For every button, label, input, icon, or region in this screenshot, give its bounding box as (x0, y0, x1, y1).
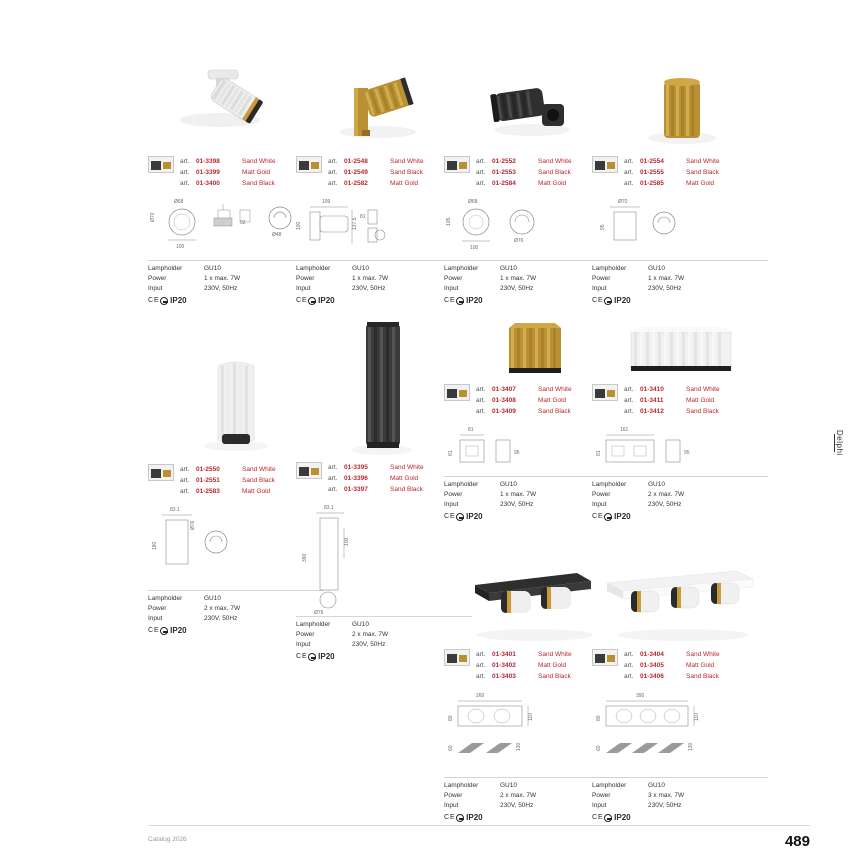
finish-swatch-2 (296, 156, 322, 173)
ce-mark: C E (592, 814, 603, 821)
class2-icon (160, 627, 168, 635)
product-card-8 (592, 320, 772, 522)
class2-icon (160, 297, 168, 305)
code-row[interactable]: art. 01-2582 Matt Gold (328, 180, 419, 187)
ip-rating: IP20 (466, 296, 483, 305)
code-row[interactable]: art. 01-3404 Sand White (624, 651, 720, 658)
svg-text:390: 390 (636, 693, 645, 699)
code-row[interactable]: art. 01-2550 Sand White (180, 466, 276, 473)
code-row[interactable]: art. 01-3398 Sand White (180, 158, 276, 165)
code-row[interactable]: art. 01-3410 Sand White (624, 386, 720, 393)
svg-text:81: 81 (596, 450, 602, 456)
product-image-8 (592, 320, 772, 380)
svg-text:Ø70: Ø70 (150, 212, 156, 222)
ip-rating: IP20 (614, 813, 631, 822)
svg-text:180: 180 (152, 541, 158, 550)
code-row[interactable]: art. 01-2584 Matt Gold (476, 180, 567, 187)
svg-text:80: 80 (596, 715, 602, 721)
certification-marks-10 (592, 813, 768, 823)
finish-swatch-10 (592, 649, 618, 666)
finish-swatch-4 (592, 156, 618, 173)
spec-table-2: Lampholder GU10 Power 1 x max. 7W Input 230V, 50Hz C E IP20 (296, 260, 472, 306)
svg-text:161: 161 (620, 427, 629, 433)
ce-mark: C E (296, 297, 307, 304)
svg-text:95: 95 (600, 224, 606, 230)
finish-swatch-6 (296, 462, 322, 479)
svg-text:109: 109 (322, 199, 331, 205)
svg-text:100: 100 (470, 245, 479, 251)
code-row[interactable]: art. 01-3409 Sand Black (476, 408, 571, 415)
svg-text:137.5: 137.5 (352, 217, 358, 230)
code-row[interactable]: art. 01-2583 Matt Gold (180, 488, 271, 495)
spec-table-4: Lampholder GU10 Power 1 x max. 7W Input 230V, 50Hz C E IP20 (592, 260, 768, 306)
technical-drawing-8 (592, 424, 772, 470)
code-row[interactable]: art. 01-3402 Matt Gold (476, 662, 567, 669)
finish-swatch-5 (148, 464, 174, 481)
svg-text:Ø76: Ø76 (514, 238, 524, 244)
svg-text:95: 95 (684, 450, 690, 456)
spec-table-3: Lampholder GU10 Power 1 x max. 7W Input 230V, 50Hz C E IP20 (444, 260, 620, 306)
svg-text:260: 260 (476, 693, 485, 699)
ce-mark: C E (592, 297, 603, 304)
code-row[interactable]: art. 01-3408 Matt Gold (476, 397, 567, 404)
certification-marks-8 (592, 512, 768, 522)
svg-text:Ø48: Ø48 (272, 232, 282, 238)
class2-icon (308, 297, 316, 305)
svg-text:95: 95 (514, 450, 520, 456)
ce-mark: C E (148, 297, 159, 304)
certification-marks-4 (592, 296, 768, 306)
catalog-label: Catalog 2026 (148, 836, 187, 843)
svg-text:110: 110 (528, 713, 534, 721)
code-row[interactable]: art. 01-3399 Matt Gold (180, 169, 271, 176)
spec-table-6: Lampholder GU10 Power 2 x max. 7W Input 230V, 50Hz C E IP20 (296, 616, 472, 662)
svg-text:92: 92 (240, 220, 246, 226)
code-row[interactable]: art. 01-3411 Matt Gold (624, 397, 715, 404)
svg-text:83.1: 83.1 (324, 505, 334, 511)
ce-mark: C E (296, 653, 307, 660)
spec-table-7: Lampholder GU10 Power 1 x max. 7W Input 230V, 50Hz C E IP20 (444, 476, 620, 522)
ip-rating: IP20 (170, 626, 187, 635)
svg-text:60: 60 (448, 745, 454, 751)
class2-icon (456, 297, 464, 305)
svg-text:80: 80 (448, 715, 454, 721)
code-row[interactable]: art. 01-2554 Sand White (624, 158, 720, 165)
page-number: 489 (784, 833, 810, 850)
svg-text:83.1: 83.1 (170, 507, 180, 513)
code-row[interactable]: art. 01-2555 Sand Black (624, 169, 719, 176)
finish-swatch-8 (592, 384, 618, 401)
ip-rating: IP20 (318, 296, 335, 305)
svg-text:110: 110 (694, 713, 700, 721)
code-row[interactable]: art. 01-3401 Sand White (476, 651, 572, 658)
code-row[interactable]: art. 01-3407 Sand White (476, 386, 572, 393)
code-row[interactable]: art. 01-3397 Sand Black (328, 486, 423, 493)
svg-text:Ø68: Ø68 (468, 199, 478, 205)
svg-text:81: 81 (448, 450, 454, 456)
series-label: Delphi (835, 430, 844, 456)
code-row[interactable]: art. 01-2585 Matt Gold (624, 180, 715, 187)
class2-icon (604, 297, 612, 305)
spec-table-9: Lampholder GU10 Power 2 x max. 7W Input 230V, 50Hz C E IP20 (444, 777, 620, 823)
code-row[interactable]: art. 01-2549 Sand Black (328, 169, 423, 176)
ip-rating: IP20 (614, 512, 631, 521)
spec-table-1: Lampholder GU10 Power 1 x max. 7W Input 230V, 50Hz C E IP20 (148, 260, 324, 306)
class2-icon (308, 653, 316, 661)
ip-rating: IP20 (170, 296, 187, 305)
svg-text:100: 100 (296, 221, 302, 230)
code-row[interactable]: art. 01-3406 Sand Black (624, 673, 719, 680)
ce-mark: C E (444, 814, 455, 821)
code-row[interactable]: art. 01-2551 Sand Black (180, 477, 275, 484)
dim-label: Ø68 (174, 199, 184, 205)
svg-text:Ø76: Ø76 (190, 520, 196, 530)
spec-table-10: Lampholder GU10 Power 3 x max. 7W Input 230V, 50Hz C E IP20 (592, 777, 768, 823)
code-block-4 (592, 156, 772, 189)
svg-text:100: 100 (344, 537, 350, 546)
code-row[interactable]: art. 01-2548 Sand White (328, 158, 424, 165)
svg-text:390: 390 (302, 553, 308, 562)
svg-text:130: 130 (688, 742, 694, 751)
finish-swatch-3 (444, 156, 470, 173)
svg-text:81: 81 (360, 214, 366, 220)
code-row[interactable]: art. 01-3400 Sand Black (180, 180, 275, 187)
code-row[interactable]: art. 01-2552 Sand White (476, 158, 572, 165)
ip-rating: IP20 (318, 652, 335, 661)
svg-text:100: 100 (176, 244, 185, 250)
ce-mark: C E (148, 627, 159, 634)
product-image-4 (592, 48, 772, 152)
finish-swatch-7 (444, 384, 470, 401)
ip-rating: IP20 (614, 296, 631, 305)
svg-text:Ø76: Ø76 (314, 610, 324, 616)
ce-mark: C E (444, 297, 455, 304)
finish-swatch-9 (444, 649, 470, 666)
footer-divider (148, 825, 810, 826)
technical-drawing-10 (592, 689, 772, 771)
class2-icon (604, 513, 612, 521)
ce-mark: C E (592, 513, 603, 520)
code-row[interactable]: art. 01-3395 Sand White (328, 464, 424, 471)
spec-table-5: Lampholder GU10 Power 2 x max. 7W Input 230V, 50Hz C E IP20 (148, 590, 324, 636)
svg-text:60: 60 (596, 745, 602, 751)
svg-text:105: 105 (446, 217, 452, 226)
svg-text:130: 130 (516, 742, 522, 751)
svg-text:Ø70: Ø70 (618, 199, 628, 205)
code-block-10 (592, 649, 772, 682)
ip-rating: IP20 (466, 512, 483, 521)
code-row[interactable]: art. 01-3396 Matt Gold (328, 475, 419, 482)
code-row[interactable]: art. 01-2553 Sand Black (476, 169, 571, 176)
technical-drawing-4 (592, 196, 772, 254)
ce-mark: C E (444, 513, 455, 520)
product-card-4 (592, 48, 772, 306)
ip-rating: IP20 (466, 813, 483, 822)
code-block-8 (592, 384, 772, 417)
product-image-10 (592, 555, 772, 645)
class2-icon (456, 513, 464, 521)
finish-swatch-1 (148, 156, 174, 173)
class2-icon (456, 814, 464, 822)
svg-text:81: 81 (468, 427, 474, 433)
code-row[interactable]: art. 01-3403 Sand Black (476, 673, 571, 680)
spec-table-8: Lampholder GU10 Power 2 x max. 7W Input 230V, 50Hz C E IP20 (592, 476, 768, 522)
class2-icon (604, 814, 612, 822)
code-row[interactable]: art. 01-3412 Sand Black (624, 408, 719, 415)
code-row[interactable]: art. 01-3405 Matt Gold (624, 662, 715, 669)
product-card-10 (592, 555, 772, 823)
